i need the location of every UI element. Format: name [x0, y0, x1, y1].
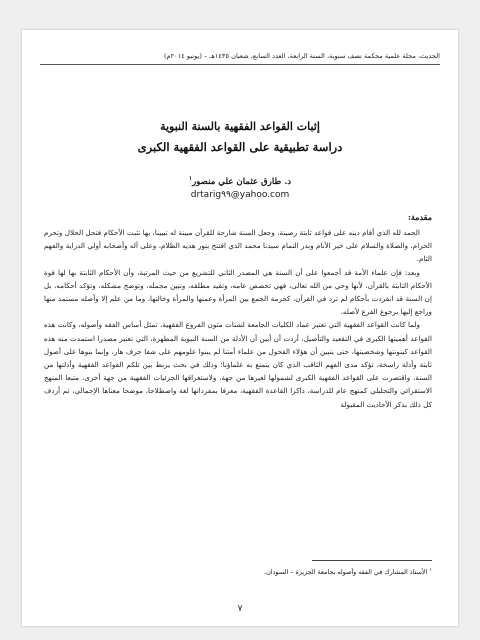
paper-page [22, 30, 458, 626]
paragraph: الحمد لله الذي أقام دينه على قواعد ثابتة رصينة، وجعل السنة شارحة للقرآن مبينة له تبيينا، بها تثبت الأحكام فتحل الحلال وتحرم الحرام، والصلاة والسلام على خير الأنام وبدر التمام سيدنا محمد الذي افتتح بنور هديه الظلام، وعلى آله وأصحابه أولي الدراية والفهم التام. [44, 228, 432, 264]
footnote-divider [312, 560, 432, 561]
section-heading: مقدمة: [407, 212, 432, 222]
author-name-text: د. طارق عثمان علي منصور [192, 176, 292, 187]
author-footnote-marker: ١ [188, 175, 193, 182]
author-email: drtarig٩٩@yahoo.com [190, 190, 290, 200]
page-number: ٧ [237, 604, 243, 614]
footnote-text: الأستاذ المشارك في الفقه وأصوله بجامعة الجزيرة – السودان. [264, 568, 428, 577]
author-name [62, 175, 418, 187]
footnote-marker: ١ [429, 567, 432, 573]
article-title: إثبات القواعد الفقهية بالسنة النبوية [160, 120, 320, 133]
body-text [44, 226, 432, 548]
header-divider [40, 64, 440, 65]
running-head: الحديث، مجلة علمية محكمة نصف سنوية، السنة الرابعة، العدد السابع، شعبان ١٤٣٥هـ – (يونيو ٢٠١٤م) [163, 52, 440, 60]
footnote [62, 567, 432, 576]
paragraph: وبعد: فإن علماء الأمة قد أجمعوا على أن السنة هي المصدر الثاني للتشريع من حيث المرتبة، وأن الأحكام الثابتة بها لها قوة الأحكام الثابتة بالقرآن، لأنها وحي من الله تعالى، فهي تخصص عامه، وتقيد مطلقه، وتبين مجمله، وتوضح مشكله، وتؤكد أحكامه، بل إن السنة قد انفردت بأحكام لم ترد في القرآن، كحرمة الجمع بين المرأة وعمتها والمرأة وخالتها، وما من علم إلا وأصله مستمد منها وراجع إليها برجوع الفرع لأصله. [44, 267, 432, 317]
article-subtitle: دراسة تطبيقية على القواعد الفقهية الكبرى [137, 140, 343, 154]
paragraph: ولما كانت القواعد الفقهية التي تعتبر عماد الكليات الجامعة لشتات متون الفروع الفقهية، تمثل أساس الفقه وأصوله، وكانت هذه القواعد أهميتها الكبرى في التقعيد والتأصيل، أردت أن أبين أن الأدلة من السنة النبوية المطهرة، التي تعتبر مصدرا استمدت منه هذه القواعد كينونتها وشخصيتها، حتى يتبين أن هؤلاء الفحول من علماء أمتنا لم يبنوا علومهم على شفا جرف هار، وإنما بنوها على أصول ثابتة وأدلة راسخة، تؤكد مدى الفهم الثاقب الذي كان يتمتع به علماؤنا؛ وذلك في بحث يربط بين تلكم القواعد الفقهية وأدلتها من السنة، واقتصرت على القواعد الفقهية الكبرى لشمولها لغيرها من جهة، ولاستغراقها الجزئيات الفقهية من جهة أخرى، متبعا المنهج الاستقرائي والتحليلي كمنهج عام للدراسة، ذاكرا القاعدة الفقهية، معرفا بمفرداتها لغة واصطلاحا، موضحا معناها الإجمالي، ثم أردف كل ذلك بذكر الأحاديث المقبولة [44, 320, 432, 409]
